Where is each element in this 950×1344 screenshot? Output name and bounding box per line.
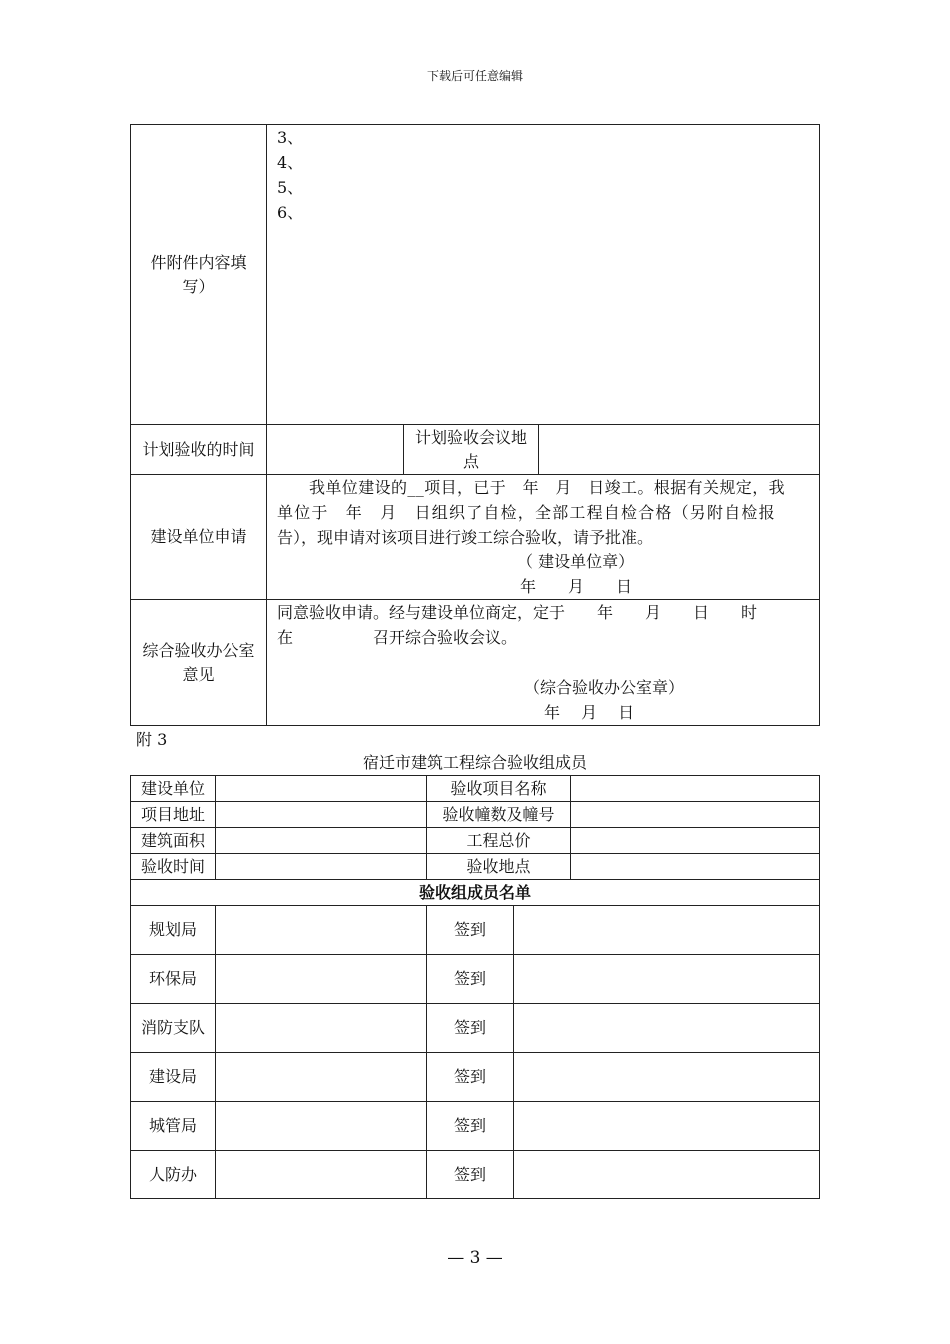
- info-input[interactable]: [215, 853, 427, 880]
- info-input[interactable]: [215, 801, 427, 828]
- member-input[interactable]: [215, 954, 427, 1004]
- plan-place-label: 计划验收会议地点: [414, 427, 527, 471]
- attachment-label: 件附件内容填写）: [150, 252, 247, 296]
- sign-input[interactable]: [513, 1052, 820, 1102]
- opinion-seal: （综合验收办公室章）: [524, 678, 685, 697]
- info-label-cell: [426, 775, 571, 802]
- attachment-item: 3、: [277, 128, 304, 147]
- sign-label: 签到: [453, 1116, 486, 1135]
- member-name: 人防办: [148, 1164, 197, 1184]
- members-header: 验收组成员名单: [418, 882, 531, 902]
- member-name-cell: [130, 1052, 216, 1102]
- sign-input[interactable]: [513, 1150, 820, 1199]
- member-input[interactable]: [215, 1101, 427, 1151]
- member-name: 建设局: [148, 1067, 197, 1086]
- info-input[interactable]: [570, 827, 820, 854]
- member-name-cell: [130, 1101, 216, 1151]
- plan-place-label-cell: [403, 424, 539, 475]
- member-name: 环保局: [148, 969, 197, 988]
- member-input[interactable]: [215, 905, 427, 955]
- info-label: 验收幢数及幢号: [442, 804, 555, 824]
- attachment-content-cell[interactable]: [266, 124, 820, 425]
- application-line: 我单位建设的__项目，已于 年 月 日竣工。根据有关规定，我: [309, 478, 786, 497]
- sign-label-cell: [426, 1003, 514, 1053]
- sign-input[interactable]: [513, 1003, 820, 1053]
- member-input[interactable]: [215, 1150, 427, 1199]
- info-label-cell: [426, 801, 571, 828]
- opinion-line: 同意验收申请。经与建设单位商定，定于 年 月 日 时: [277, 603, 758, 622]
- opinion-label: 综合验收办公室意见: [142, 640, 255, 684]
- info-label: 工程总价: [466, 830, 531, 850]
- members-table-title: 宿迁市建筑工程综合验收组成员: [362, 753, 587, 772]
- member-name: 消防支队: [140, 1018, 205, 1037]
- member-name-cell: [130, 954, 216, 1004]
- member-name: 规划局: [148, 920, 197, 939]
- sign-input[interactable]: [513, 1101, 820, 1151]
- member-name-cell: [130, 1003, 216, 1053]
- info-label: 验收时间: [140, 856, 205, 876]
- page-number: — 3 —: [447, 1248, 503, 1268]
- attachment-item: 5、: [277, 178, 304, 197]
- member-name: 城管局: [148, 1116, 197, 1135]
- sign-label-cell: [426, 1101, 514, 1151]
- member-name-cell: [130, 1150, 216, 1199]
- application-seal: （ 建设单位章）: [517, 552, 635, 571]
- sign-label: 签到: [453, 969, 486, 988]
- sign-label-cell: [426, 1150, 514, 1199]
- info-input[interactable]: [215, 827, 427, 854]
- sign-label-cell: [426, 1052, 514, 1102]
- sign-input[interactable]: [513, 905, 820, 955]
- application-date: 年 月 日: [520, 577, 633, 596]
- info-input[interactable]: [570, 775, 820, 802]
- plan-time-label-cell: [130, 424, 267, 475]
- members-header-cell: [130, 879, 820, 906]
- application-label-cell: [130, 474, 267, 600]
- info-label: 验收项目名称: [450, 778, 547, 798]
- opinion-label-cell: [130, 599, 267, 726]
- info-label: 建筑面积: [140, 830, 205, 850]
- info-label-cell: [130, 775, 216, 802]
- sign-label-cell: [426, 905, 514, 955]
- opinion-line: 在 召开综合验收会议。: [277, 628, 518, 647]
- attachment-item: 4、: [277, 153, 304, 172]
- info-input[interactable]: [570, 801, 820, 828]
- info-label-cell: [426, 827, 571, 854]
- sign-input[interactable]: [513, 954, 820, 1004]
- info-label: 建设单位: [140, 778, 205, 798]
- info-input[interactable]: [215, 775, 427, 802]
- attachment-label-cell: [130, 124, 267, 425]
- sign-label: 签到: [453, 920, 486, 939]
- member-name-cell: [130, 905, 216, 955]
- sign-label-cell: [426, 954, 514, 1004]
- info-label-cell: [130, 827, 216, 854]
- sign-label: 签到: [453, 1164, 486, 1184]
- opinion-date: 年 月 日: [544, 703, 635, 722]
- plan-place-input[interactable]: [538, 424, 820, 475]
- sign-label: 签到: [453, 1018, 486, 1037]
- page-header-note: 下载后可任意编辑: [426, 69, 523, 83]
- info-input[interactable]: [570, 853, 820, 880]
- info-label: 验收地点: [466, 856, 531, 876]
- plan-time-label: 计划验收的时间: [142, 439, 255, 459]
- attachment-item: 6、: [277, 203, 304, 222]
- info-label: 项目地址: [140, 804, 205, 824]
- sign-label: 签到: [453, 1067, 486, 1086]
- plan-time-input[interactable]: [266, 424, 404, 475]
- member-input[interactable]: [215, 1003, 427, 1053]
- application-line: 告），现申请对该项目进行竣工综合验收，请予批准。: [277, 528, 654, 547]
- application-label: 建设单位申请: [150, 527, 247, 546]
- info-label-cell: [130, 853, 216, 880]
- info-label-cell: [130, 801, 216, 828]
- info-label-cell: [426, 853, 571, 880]
- application-line: 单位于 年 月 日组织了自检，全部工程自检合格（另附自检报: [277, 503, 776, 522]
- appendix-label: 附 3: [136, 730, 168, 749]
- member-input[interactable]: [215, 1052, 427, 1102]
